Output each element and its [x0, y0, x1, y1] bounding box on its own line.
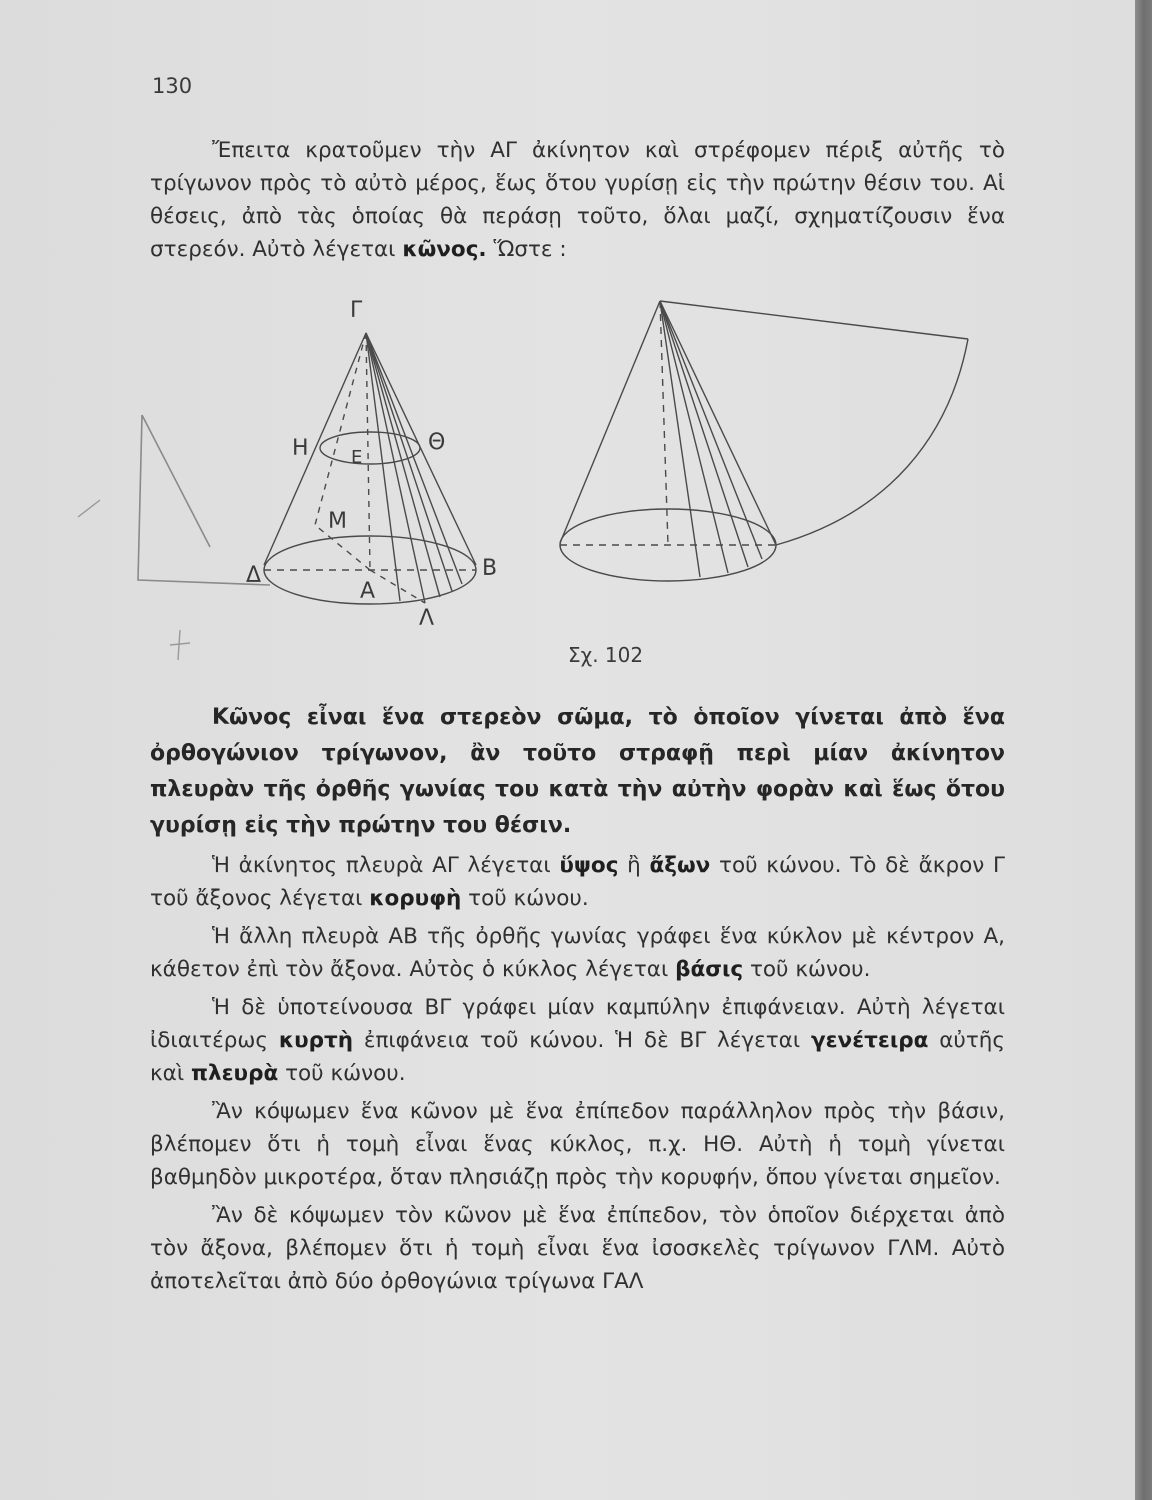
p3-bold-3: πλευρὰ — [190, 1061, 279, 1086]
label-middle: Μ — [328, 509, 347, 534]
p3-text-3: αὐτῆς καὶ — [150, 1028, 1006, 1086]
right-cone-side-left — [560, 301, 660, 543]
right-cone-sector-edge — [660, 301, 968, 339]
label-apex: Γ — [350, 298, 363, 323]
p3-text-1: Ἡ δὲ ὑποτείνουσα ΒΓ γράφει μίαν καμπύλην ἐπιφάνειαν. Αὐτὴ λέγεται ἰδιαιτέρως — [150, 995, 1005, 1053]
p1-text-4: τοῦ κώνου. — [468, 886, 589, 911]
left-cone-hatch-4 — [366, 333, 462, 584]
p3-text-4: τοῦ κώνου. — [285, 1061, 406, 1086]
p1-bold-3: κορυφὴ — [369, 886, 462, 911]
p2-text-1: Ἡ ἄλλη πλευρὰ ΑΒ τῆς ὀρθῆς γωνίας γράφει ἕνα κύκλον μὲ κέντρον Α, κάθετον ἐπὶ τὸν ἄξονα. Αὐτὸς ὁ κύκλος λέγεται — [150, 924, 1005, 982]
intro-keyword: κῶνος. — [402, 237, 487, 262]
main-text — [150, 700, 1005, 1298]
left-cone-hatch-3 — [366, 333, 452, 591]
right-cone-hatch-3 — [660, 301, 748, 567]
left-cone-axis — [366, 333, 370, 570]
p1-bold-2: ἄξων — [649, 853, 711, 878]
label-left-upper: Η — [292, 436, 309, 461]
p1-text-1: Ἡ ἀκίνητος πλευρὰ ΑΓ λέγεται — [212, 853, 551, 878]
cone-diagrams — [60, 285, 1020, 685]
book-edge — [1135, 0, 1152, 1500]
paragraph-base — [150, 920, 1005, 986]
left-cone-gen-m — [315, 333, 366, 525]
p2-text-2: τοῦ κώνου. — [749, 957, 871, 982]
label-right-upper: Θ — [428, 430, 446, 455]
p3-bold-1: κυρτὴ — [278, 1028, 354, 1053]
paragraph-surface — [150, 991, 1005, 1090]
pencil-mark-2 — [78, 500, 190, 660]
right-cone — [560, 301, 968, 581]
figure-caption: Σχ. 102 — [568, 643, 644, 667]
label-bottom: Λ — [419, 606, 435, 631]
intro-text — [150, 134, 1005, 266]
p3-text-2: ἐπιφάνεια τοῦ κώνου. Ἡ δὲ ΒΓ λέγεται — [363, 1028, 801, 1053]
intro-tail: Ὥστε : — [493, 237, 567, 262]
p1-text-3: τοῦ κώνου. Τὸ δὲ ἄκρον Γ τοῦ ἄξονος λέγεται — [150, 853, 1005, 911]
paragraph-parallel-section: Ἂν κόψωμεν ἕνα κῶνον μὲ ἕνα ἐπίπεδον παράλληλον πρὸς τὴν βάσιν, βλέπομεν ὅτι ἡ τομὴ εἶναι ἕνας κύκλος, π.χ. ΗΘ. Αὐτὴ ἡ τομὴ γίνεται βαθμηδὸν μικροτέρα, ὅταν πλησιάζῃ πρὸς τὴν κορυφήν, ὅπου γίνεται σημεῖον. — [150, 1099, 1005, 1190]
paragraph-axial-section: Ἂν δὲ κόψωμεν τὸν κῶνον μὲ ἕνα ἐπίπεδον, τὸν ὁποῖον διέρχεται ἀπὸ τὸν ἄξονα, βλέπομεν ὅτι ἡ τομὴ εἶναι ἕνα ἰσοσκελὲς τρίγωνον ΓΛΜ. Αὐτὸ ἀποτελεῖται ἀπὸ δύο ὀρθογώνια τρίγωνα ΓΑΛ — [150, 1203, 1005, 1294]
p1-text-2: ἢ — [627, 853, 641, 878]
label-right-base: Β — [482, 556, 498, 581]
p2-bold-1: βάσις — [675, 957, 744, 982]
p3-bold-2: γενέτειρα — [810, 1028, 929, 1053]
label-upper-center: Ε — [351, 447, 363, 468]
p1-bold-1: ὕψος — [559, 853, 619, 878]
intro-text-span: Ἔπειτα κρατοῦμεν τὴν ΑΓ ἀκίνητον καὶ στρέφομεν πέριξ αὐτῆς τὸ τρίγωνον πρὸς τὸ αὐτὸ μέρος, ἕως ὅτου γυρίσῃ εἰς τὴν πρώτην θέσιν του. Αἱ θέσεις, ἀπὸ τὰς ὁποίας θὰ περάσῃ τοῦτο, ὅλαι μαζί, σχηματίζουσιν ἕνα στερεόν. Αὐτὸ λέγεται — [150, 138, 1005, 262]
right-cone-hatch-4 — [660, 301, 762, 559]
label-left-base: Δ — [246, 563, 262, 588]
cone-figure — [60, 285, 1020, 685]
intro-paragraph — [150, 134, 1005, 266]
page-number: 130 — [152, 74, 193, 98]
left-cone — [264, 333, 476, 604]
right-cone-sector-arc — [776, 339, 968, 545]
paragraph-height-axis — [150, 849, 1005, 915]
label-base-center: Α — [360, 579, 376, 604]
pencil-mark — [138, 415, 270, 585]
cone-definition: Κῶνος εἶναι ἕνα στερεὸν σῶμα, τὸ ὁποῖον γίνεται ἀπὸ ἕνα ὀρθογώνιον τρίγωνον, ἂν τοῦτο στραφῇ περὶ μίαν ἀκίνητον πλευρὰν τῆς ὀρθῆς γωνίας του κατὰ τὴν αὐτὴν φορὰν καὶ ἕως ὅτου γυρίσῃ εἰς τὴν πρώτην του θέσιν. — [150, 705, 1005, 838]
